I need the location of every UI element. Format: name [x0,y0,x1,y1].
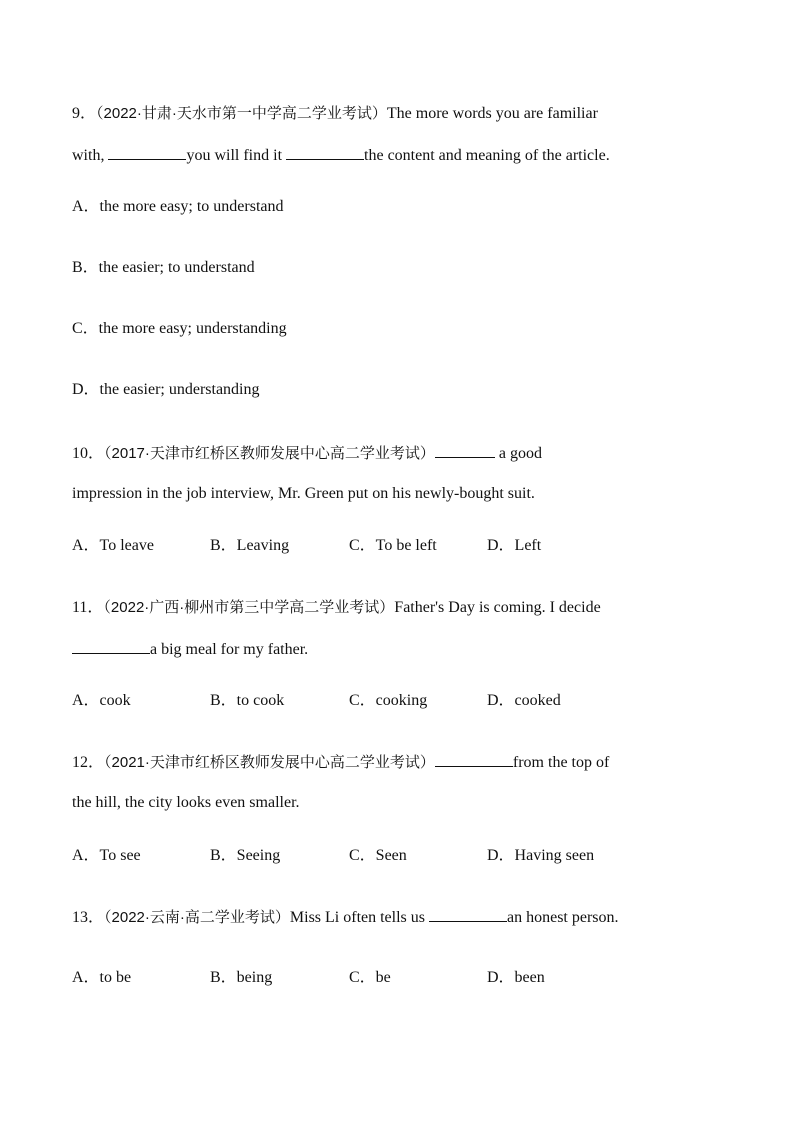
question-source: （2022·云南·高二学业考试） [104,909,290,926]
question-10-line-1 [72,443,734,463]
option-b: B．Leaving [210,537,290,554]
question-stem: The more words you are familiar [386,105,598,122]
answer-blank [435,443,495,458]
question-11-line-2 [72,639,734,659]
question-stem: Father's Day is coming. I decide [394,599,601,616]
option-a: A．the more easy; to understand [72,198,284,215]
answer-blank [435,752,513,767]
option-d: D．Having seen [487,847,595,864]
option-a: A．to be [72,969,132,986]
question-9-line-2 [72,145,734,165]
answer-blank [286,145,364,160]
option-a: A．To see [72,847,141,864]
option-c: C．Seen [349,847,407,864]
question-source: （2022·广西·柳州市第三中学高二学业考试） [103,599,395,616]
question-12-line-1 [72,752,734,772]
option-c: C．To be left [349,537,437,554]
question-stem: an honest person. [507,909,619,926]
question-number: 13． [72,909,105,926]
question-stem: Miss Li often tells us [289,909,429,926]
question-stem: a big meal for my father. [150,641,309,658]
question-number: 9． [72,105,97,122]
option-b: B．being [210,969,273,986]
option-d: D．Left [487,537,542,554]
option-c: C．the more easy; understanding [72,320,287,337]
question-stem: from the top of [512,754,610,771]
question-stem: with, [72,147,109,164]
question-9-line-1 [72,104,734,124]
question-stem: the content and meaning of the article. [364,147,610,164]
option-a: A．To leave [72,537,154,554]
question-source: （2017·天津市红桥区教师发展中心高二学业考试） [104,445,435,462]
option-a: A．cook [72,692,131,709]
option-b: B．the easier; to understand [72,259,255,276]
question-stem: impression in the job interview, Mr. Green put on his newly-bought suit. [72,485,535,502]
question-number: 11． [72,599,104,616]
option-b: B．Seeing [210,847,281,864]
question-stem: the hill, the city looks even smaller. [72,794,300,811]
option-c: C．be [349,969,391,986]
option-d: D．the easier; understanding [72,381,260,398]
question-source: （2022·甘肃·天水市第一中学高二学业考试） [96,105,387,122]
question-stem: a good [494,445,542,462]
option-c: C．cooking [349,692,428,709]
option-d: D．cooked [487,692,561,709]
question-10-line-2 [72,484,734,504]
answer-blank [108,145,186,160]
option-b: B．to cook [210,692,285,709]
question-13-line-1 [72,907,734,927]
answer-blank [72,639,150,654]
option-d: D．been [487,969,545,986]
question-11-line-1 [72,598,734,618]
answer-blank [429,907,507,922]
question-number: 12． [72,754,105,771]
question-number: 10． [72,445,105,462]
question-stem: you will find it [186,147,287,164]
question-12-line-2 [72,793,734,813]
question-source: （2021·天津市红桥区教师发展中心高二学业考试） [104,754,435,771]
